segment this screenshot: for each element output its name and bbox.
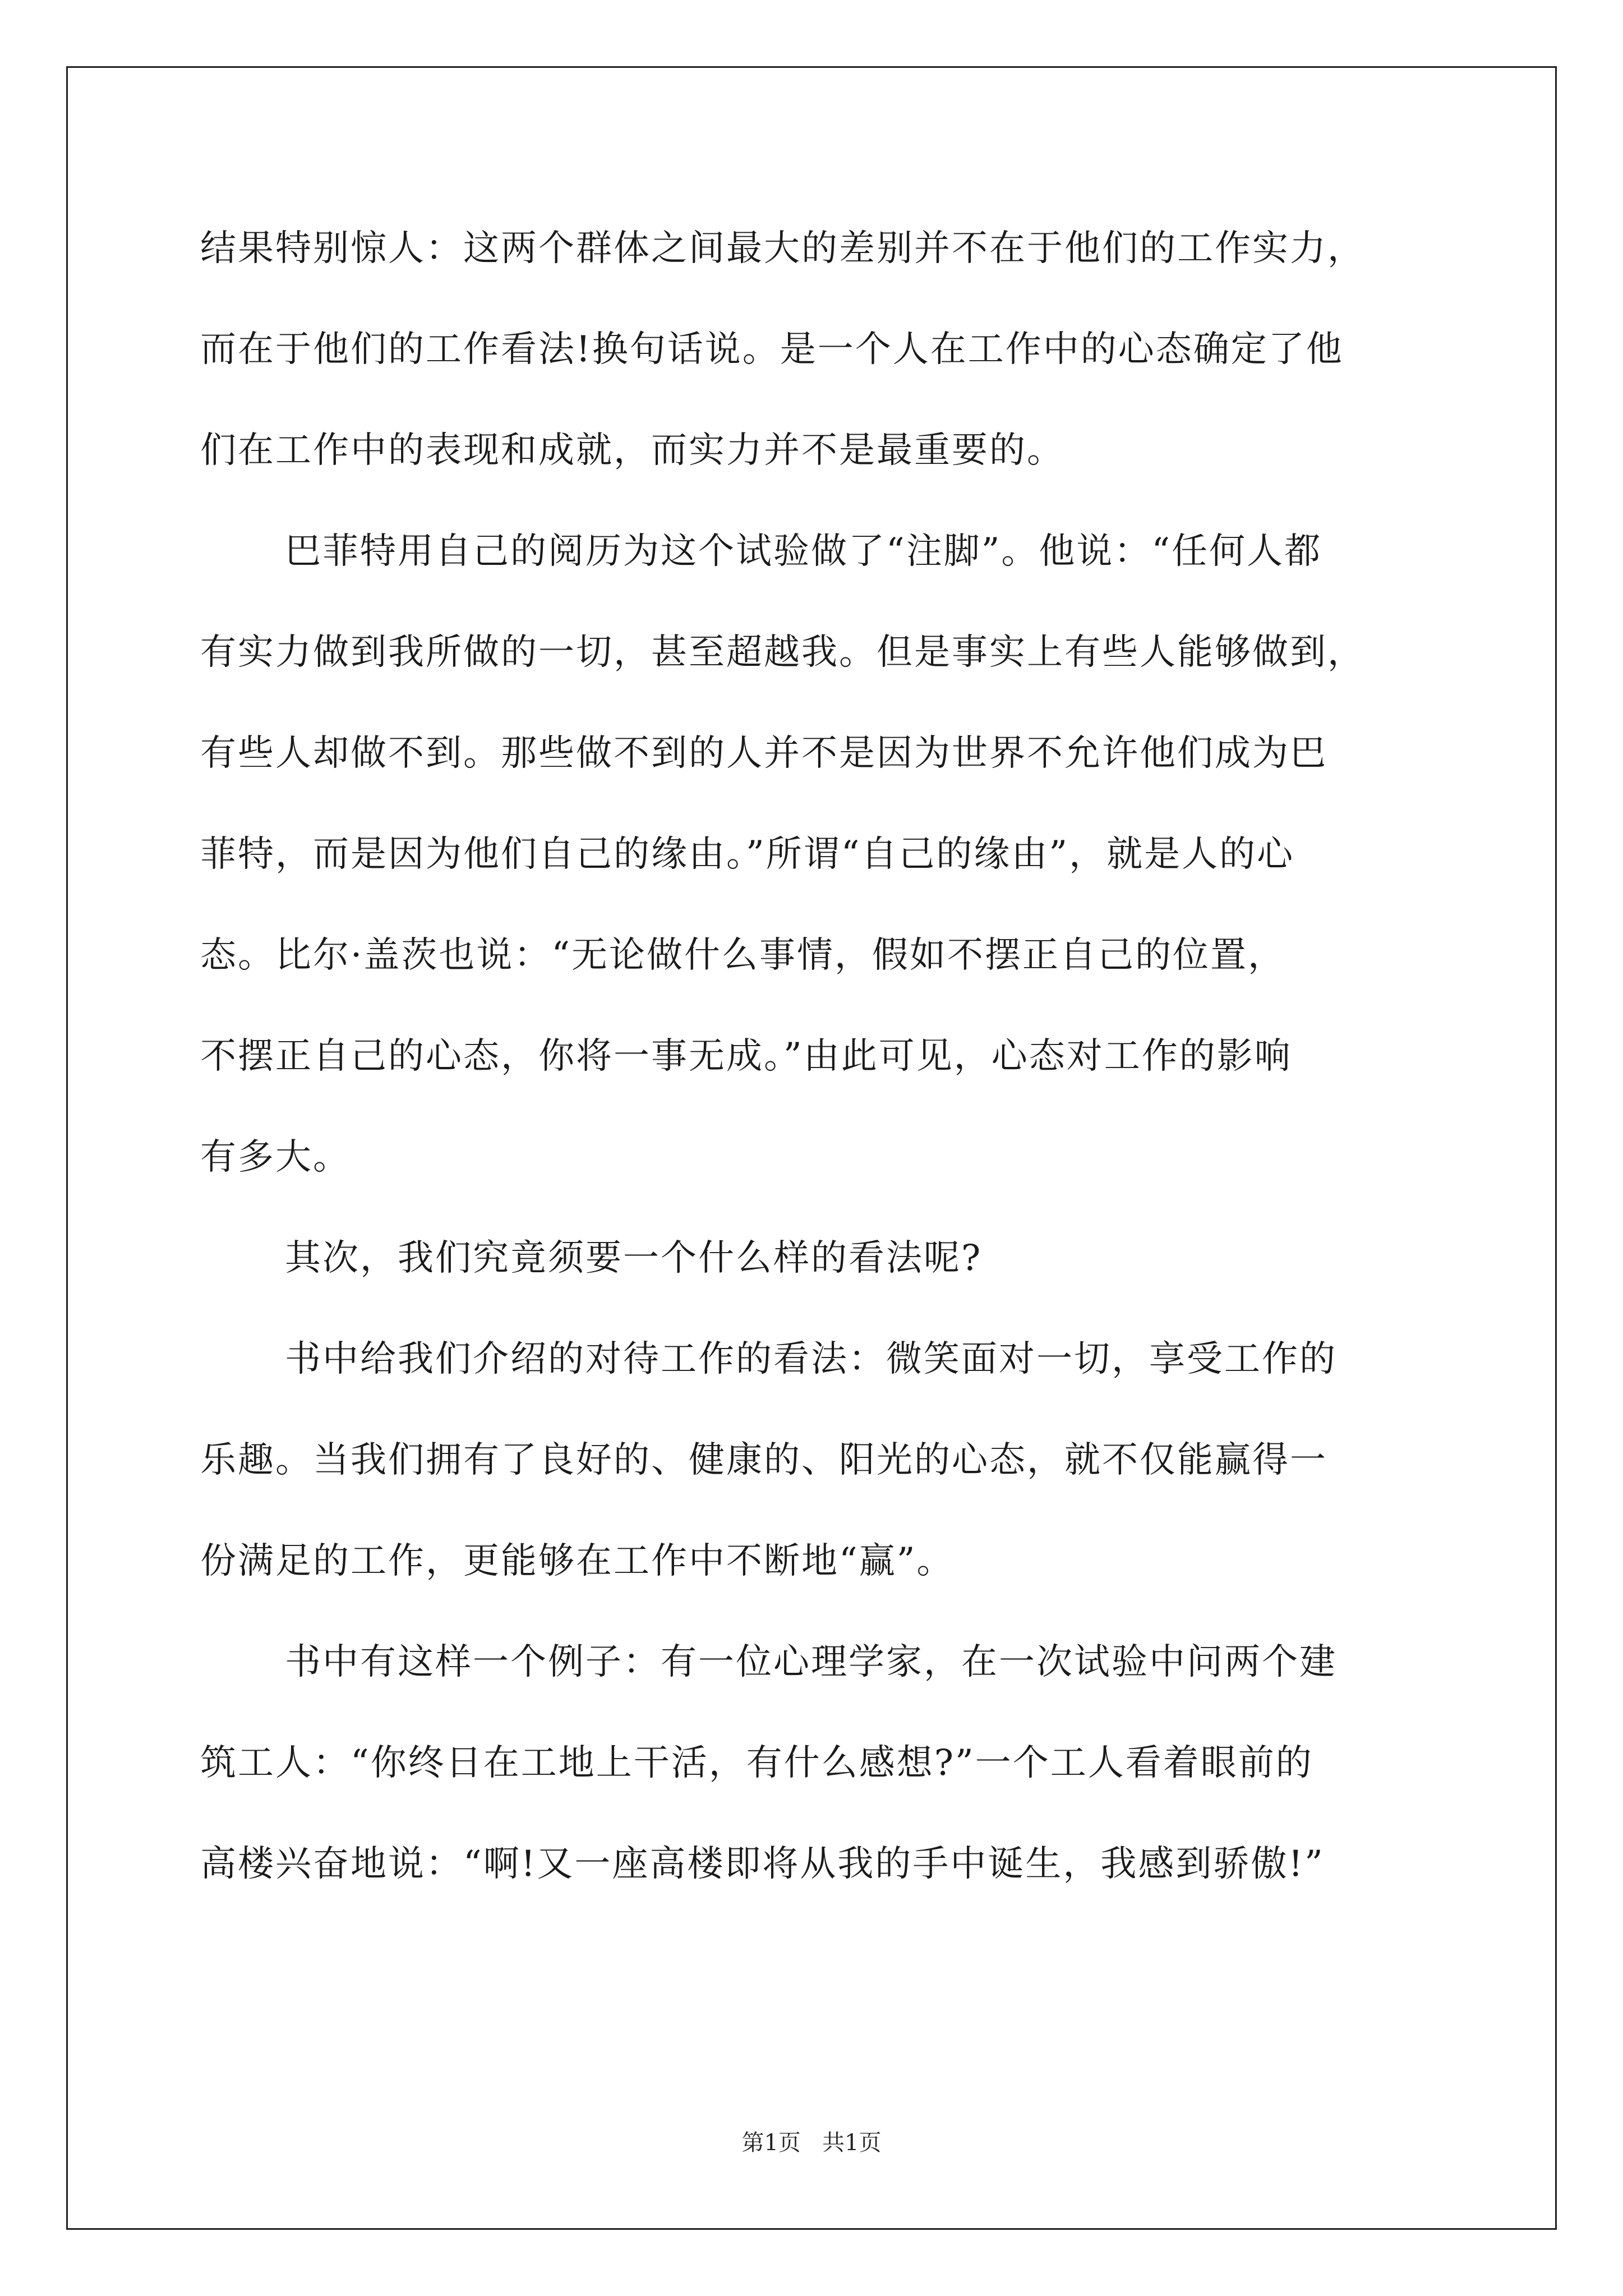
text-line: 菲特，而是因为他们自己的缘由。”所谓“自己的缘由”，就是人的心 bbox=[200, 834, 1295, 875]
text-line: 而在于他们的工作看法!换句话说。是一个人在工作中的心态确定了他 bbox=[200, 329, 1344, 370]
text-line: 有实力做到我所做的一切，甚至超越我。但是事实上有些人能够做到， bbox=[200, 632, 1365, 673]
text-line: 态。比尔·盖茨也说：“无论做什么事情，假如不摆正自己的位置， bbox=[200, 935, 1286, 976]
text-line: 有多大。 bbox=[200, 1137, 351, 1178]
text-line: 书中有这样一个例子：有一位心理学家，在一次试验中问两个建 bbox=[285, 1641, 1337, 1683]
text-line: 乐趣。当我们拥有了良好的、健康的、阳光的心态，就不仅能赢得一 bbox=[200, 1439, 1327, 1481]
text-line: 高楼兴奋地说：“啊!又一座高楼即将从我的手中诞生，我感到骄傲!” bbox=[200, 1843, 1325, 1885]
text-line: 结果特别惊人：这两个群体之间最大的差别并不在于他们的工作实力， bbox=[200, 228, 1365, 269]
text-line: 筑工人：“你终日在工地上干活，有什么感想?”一个工人看着眼前的 bbox=[200, 1742, 1313, 1784]
text-line: 巴菲特用自己的阅历为这个试验做了“注脚”。他说：“任何人都 bbox=[285, 531, 1322, 572]
text-line: 不摆正自己的心态，你将一事无成。”由此可见，心态对工作的影响 bbox=[200, 1036, 1292, 1077]
page-number-footer: 第1页 共1页 bbox=[741, 2130, 882, 2156]
text-line: 其次，我们究竟须要一个什么样的看法呢? bbox=[285, 1237, 983, 1279]
text-line: 们在工作中的表现和成就，而实力并不是最重要的。 bbox=[200, 430, 1064, 471]
text-line: 有些人却做不到。那些做不到的人并不是因为世界不允许他们成为巴 bbox=[200, 733, 1327, 774]
text-line: 书中给我们介绍的对待工作的看法：微笑面对一切，享受工作的 bbox=[285, 1338, 1337, 1380]
text-line: 份满足的工作，更能够在工作中不断地“赢”。 bbox=[200, 1540, 955, 1582]
